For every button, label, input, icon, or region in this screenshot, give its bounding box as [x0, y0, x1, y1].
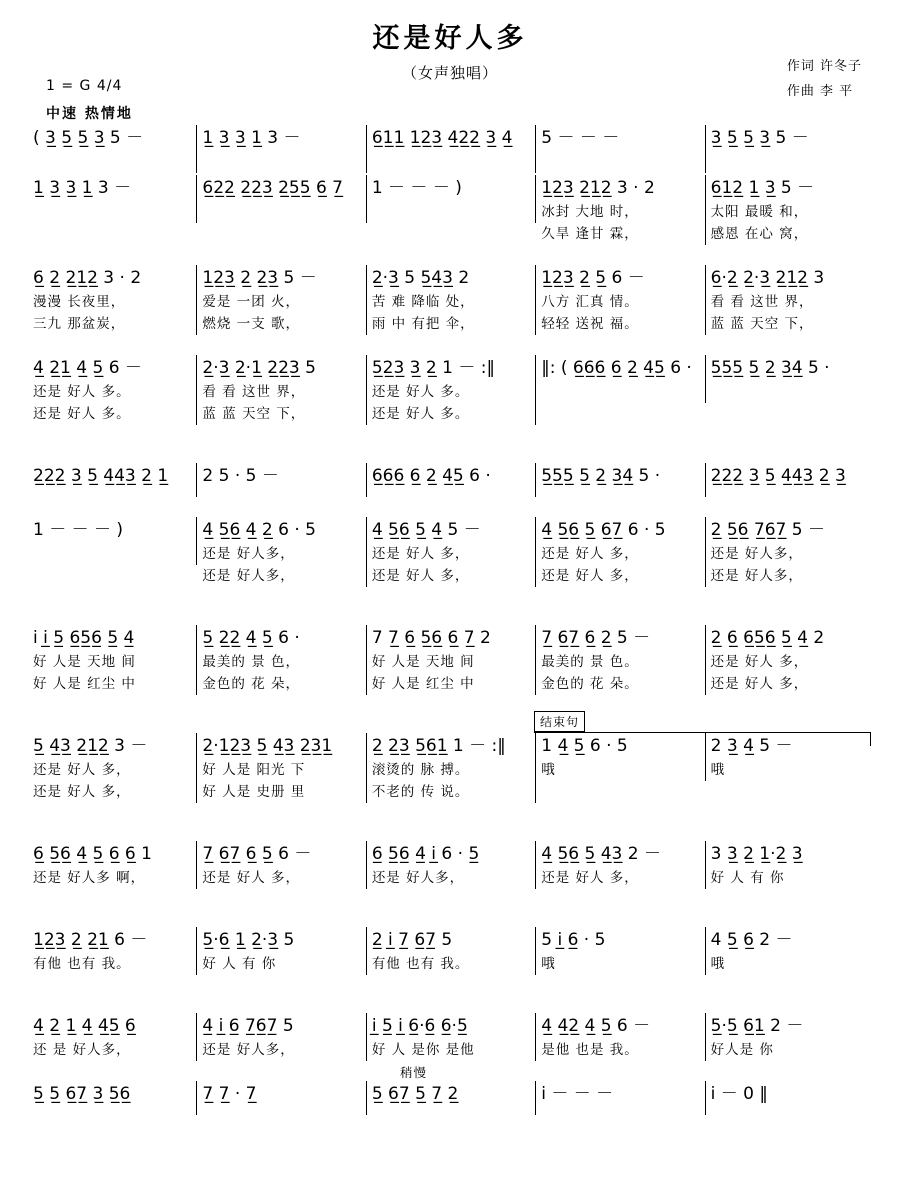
system-spacer — [28, 499, 874, 517]
system-spacer — [28, 995, 874, 1013]
lyric-verse-2: 还是 好人 多， — [710, 676, 809, 692]
lyric-verse-1: 苦 难 降临 处， — [371, 294, 475, 310]
lyric-verse-1: 还是 好人多 啊， — [33, 870, 146, 886]
lyric-verse-1: 好 人是 阳光 下 — [202, 762, 306, 778]
lyric-verse-2: 好 人是 红尘 中 — [33, 676, 136, 692]
notes: 4̲ 5̲6̲ 4̲ 2̲ 6 · 5 — [202, 520, 316, 540]
notes: 1̲2̲3̲ 2̲1̲2̲ 3 · 2 — [541, 178, 655, 198]
measure — [197, 175, 366, 223]
lyric-verse-2: 不老的 传 说。 — [371, 784, 470, 800]
music-system-6 — [28, 517, 874, 587]
lyric-verse-1: 滚烫的 脉 搏。 — [371, 762, 470, 778]
notes: 7̲ 6̲7̲ 6̲ 2̲ 5 － — [541, 628, 651, 648]
lyric-verse-1: 还是 好人多， — [202, 546, 295, 562]
music-system-2 — [28, 175, 874, 245]
notes: 7̲ 7̲ · 7̲ — [202, 1084, 257, 1104]
lyric-verse-1: 哦 — [541, 956, 556, 972]
notes: 5̲5̲5̲ 5̲ 2̲ 3̲4̲ 5 · — [710, 358, 830, 378]
lyric-verse-1: 还是 好人多， — [710, 546, 803, 562]
lyric-verse-1: 看 看 这世 界， — [202, 384, 306, 400]
notes: 2̲ 6̲ 6̲5̲6̲ 5̲ 4̲ 2 — [710, 628, 825, 648]
lyric-verse-2: 轻轻 送祝 福。 — [541, 316, 639, 332]
lyric-verse-1 — [369, 154, 372, 170]
lyric-verse-1: 爱是 一团 火， — [202, 294, 300, 310]
notes: 6̲ 5̲6̲ 4̲ i̲ 6 · 5̲ — [371, 844, 480, 864]
notes: ‖: ( 6̲6̲6̲ 6̲ 2̲ 4̲5̲ 6 · — [541, 358, 692, 378]
measure — [367, 265, 536, 335]
measure — [706, 625, 874, 695]
music-systems — [0, 125, 900, 1115]
notes: 3 3̲ 2̲ 1̲·2̲ 3̲ — [710, 844, 803, 864]
music-system-9 — [28, 841, 874, 889]
measure — [536, 1081, 705, 1115]
music-system-8 — [28, 715, 874, 803]
notes: 7̲ 6̲7̲ 6̲ 5̲ 6 － — [202, 844, 312, 864]
measure — [536, 125, 705, 173]
measure — [706, 175, 874, 245]
measure — [536, 927, 705, 975]
measure — [706, 125, 874, 173]
lyric-verse-2 — [202, 204, 205, 220]
system-spacer — [28, 607, 874, 625]
lyric-verse-2 — [33, 546, 36, 562]
measure — [28, 1013, 197, 1061]
lyric-verse-2: 蓝 蓝 天空 下， — [202, 406, 306, 422]
notes: 4̲ 5̲6̲ 5̲ 4̲3̲ 2 － — [541, 844, 661, 864]
lyric-verse-2: 好 人是 史册 里 — [202, 784, 306, 800]
lyric-verse-1: 还是 好人 多， — [371, 546, 470, 562]
notes: 1̲2̲3̲ 2̲ 5̲ 6 － — [541, 268, 645, 288]
measure — [706, 355, 874, 403]
lyric-verse-1: 冰封 大地 时， — [541, 204, 639, 220]
notes: 2̲·3̲ 2̲·1̲ 2̲2̲3̲ 5 — [202, 358, 316, 378]
page-title: 还是好人多 — [372, 23, 528, 54]
lyric-verse-2: 金色的 花 朵， — [202, 676, 300, 692]
notes: 4 5̲ 6̲ 2 － — [710, 930, 793, 950]
lyric-verse-2: 燃烧 一支 歌， — [202, 316, 300, 332]
notes: 5̲ 6̲7̲ 5̲ 7̲ 2̲ — [371, 1084, 459, 1104]
notes: i i̲ 5̲ 6̲5̲6̲ 5̲ 4̲ — [33, 628, 135, 648]
measure — [197, 517, 366, 587]
system-spacer — [28, 247, 874, 265]
music-system-12 — [28, 1065, 874, 1115]
tempo-marking: 中速 热情地 — [46, 106, 133, 122]
sheet-music-page — [0, 16, 900, 1198]
lyric-verse-1: 还是 好人 多， — [710, 654, 809, 670]
measure — [28, 841, 197, 889]
notes: 7 7̲ 6̲ 5̲6̲ 6̲ 7̲ 2 — [371, 628, 491, 648]
notes: 6̲1̲2̲ 1̲ 3̲ 5 － — [710, 178, 815, 198]
notes: 6̲1̲1̲ 1̲2̲3̲ 4̲2̲2̲ 3̲ 4̲ — [371, 128, 513, 148]
lyric-verse-2: 还是 好人 多。 — [33, 406, 131, 422]
credits-block — [787, 54, 862, 104]
lyric-verse-2: 还是 好人 多， — [33, 784, 131, 800]
lyric-verse-2 — [372, 204, 375, 220]
notes: 4̲ 5̲6̲ 5̲ 4̲ 5 － — [371, 520, 481, 540]
lyric-verse-1: 太阳 最暖 和， — [710, 204, 809, 220]
lyric-verse-2: 还是 好人多， — [710, 568, 803, 584]
lyric-verse-1: 好 人 是你 是他 — [371, 1042, 475, 1058]
notes: 5 i̲ 6̲ · 5 — [541, 930, 606, 950]
notes: 2̲2̲2̲ 3̲ 5̲ 4̲4̲3̲ 2̲ 3̲ — [710, 466, 846, 486]
notes: 1̲2̲3̲ 2̲ 2̲1̲ 6 － — [33, 930, 148, 950]
notes: 4̲ 5̲6̲ 5̲ 6̲7̲ 6 · 5 — [541, 520, 666, 540]
lyric-verse-1: 好 人 有 你 — [202, 956, 277, 972]
lyric-verse-2: 久旱 逢甘 霖， — [541, 226, 639, 242]
measure — [536, 517, 705, 587]
notes: 6̲6̲6̲ 6̲ 2̲ 4̲5̲ 6 · — [371, 466, 491, 486]
lyric-verse-1 — [708, 384, 711, 400]
measure — [197, 125, 366, 173]
lyric-verse-1: 看 看 这世 界， — [710, 294, 814, 310]
lyric-verse-2: 还是 好人 多， — [371, 568, 470, 584]
key-info-block — [46, 72, 133, 128]
measure — [197, 841, 366, 889]
measure — [536, 733, 705, 781]
measure — [536, 625, 705, 695]
measure — [28, 355, 197, 425]
tempo-slower-mark: 稍慢 — [400, 1065, 428, 1080]
measure — [706, 463, 874, 497]
lyric-verse-1: 还是 好人多， — [371, 870, 465, 886]
measure — [706, 733, 874, 781]
ending-section-label: 结束句 — [534, 711, 585, 732]
measure — [28, 175, 197, 223]
lyric-verse-2: 还是 好人多， — [202, 568, 295, 584]
lyric-verse-1 — [199, 154, 202, 170]
system-spacer — [28, 909, 874, 927]
measure — [367, 125, 536, 173]
notes: 1 － － － ) — [33, 520, 124, 540]
notes: 5̲2̲3̲ 3̲ 2̲ 1 － :‖ — [371, 358, 495, 378]
measure — [28, 125, 197, 173]
lyric-verse-1: 最美的 景 色， — [202, 654, 300, 670]
measure — [28, 625, 197, 695]
measure — [706, 265, 874, 335]
measure — [706, 927, 874, 975]
notes: 2̲ i̲ 7̲ 6̲7̲ 5 — [371, 930, 453, 950]
notes: 1̲ 3̲ 3̲ 1̲ 3 － — [202, 128, 301, 148]
music-system-4 — [28, 355, 874, 425]
lyric-verse-1: 漫漫 长夜里， — [33, 294, 126, 310]
system-spacer — [28, 823, 874, 841]
notes: 5̲ 4̲3̲ 2̲1̲2̲ 3 － — [33, 736, 148, 756]
notes: 2̲·1̲2̲3̲ 5̲ 4̲3̲ 2̲3̲1̲ — [202, 736, 333, 756]
lyric-verse-1: 有他 也有 我。 — [33, 956, 131, 972]
measure — [536, 265, 705, 335]
key-signature: 1 = G 4/4 — [46, 78, 123, 94]
measure — [367, 517, 536, 587]
measure — [197, 1013, 366, 1061]
lyric-verse-2 — [33, 204, 36, 220]
lyric-verse-1: 好人是 你 — [710, 1042, 774, 1058]
notes: 6̲·2̲ 2̲·3̲ 2̲1̲2̲ 3 — [710, 268, 825, 288]
lyric-verse-2: 蓝 蓝 天空 下， — [710, 316, 814, 332]
notes: i － － － — [541, 1084, 614, 1104]
notes: 2̲·3̲ 5 5̲4̲3̲ 2 — [371, 268, 470, 288]
measure — [28, 463, 197, 497]
lyric-verse-1 — [708, 154, 711, 170]
notes: 2 3̲ 4̲ 5 － — [710, 736, 793, 756]
notes: 4̲ 2̲ 1̲ 4̲ 4̲5̲ 6̲ — [33, 1016, 136, 1036]
lyric-verse-1: 哦 — [541, 762, 556, 778]
lyric-verse-1: 八方 汇真 情。 — [541, 294, 639, 310]
lyric-verse-1: 好 人 有 你 — [710, 870, 785, 886]
measure — [367, 1013, 536, 1061]
page-subtitle: （女声独唱） — [401, 64, 498, 82]
measure — [197, 1081, 366, 1115]
measure — [536, 1013, 705, 1061]
lyric-verse-1: 还 是 好人多， — [33, 1042, 131, 1058]
measure-with-repeat-end — [367, 355, 536, 425]
lyric-verse-2: 感恩 在心 窝， — [710, 226, 809, 242]
music-system-5 — [28, 463, 874, 497]
system-spacer — [28, 715, 874, 733]
lyric-verse-1: 哦 — [710, 762, 726, 778]
music-system-11 — [28, 1013, 874, 1061]
lyricist-line: 作词 许冬子 — [786, 59, 862, 74]
notes: 2̲2̲2̲ 3̲ 5̲ 4̲4̲3̲ 2̲ 1̲ — [33, 466, 169, 486]
measure — [28, 927, 197, 975]
lyric-verse-1: 还是 好人 多， — [202, 870, 300, 886]
system-spacer — [28, 337, 874, 355]
notes: i － 0 ‖ — [710, 1084, 768, 1104]
system-spacer — [28, 589, 874, 607]
music-system-1 — [28, 125, 874, 173]
measure — [367, 1081, 536, 1115]
measure — [28, 517, 197, 565]
lyric-verse-1: 还是 好人多， — [202, 1042, 295, 1058]
lyric-verse-1: 哦 — [710, 956, 726, 972]
lyric-verse-1: 还是 好人 多， — [33, 762, 131, 778]
measure — [197, 625, 366, 695]
measure-with-repeat-start — [536, 355, 705, 403]
measure — [367, 463, 536, 497]
music-system-3 — [28, 265, 874, 335]
notes: 5̲ 2̲2̲ 4̲ 5̲ 6 · — [202, 628, 300, 648]
notes: 5̲·6̲ 1̲ 2̲·3̲ 5 — [202, 930, 295, 950]
measure-final — [706, 1081, 874, 1115]
lyric-verse-1: 还是 好人 多。 — [33, 384, 131, 400]
lyric-verse-1: 好 人是 天地 间 — [33, 654, 136, 670]
notes: ( 3̲ 5̲ 5̲ 3̲ 5 － — [33, 128, 144, 148]
system-spacer — [28, 891, 874, 909]
notes: 4̲ i̲ 6̲ 7̲6̲7̲ 5 — [202, 1016, 294, 1036]
notes: 1̲2̲3̲ 2̲ 2̲3̲ 5 － — [202, 268, 317, 288]
lyric-verse-1: 还是 好人 多， — [541, 870, 639, 886]
measure — [197, 355, 366, 425]
measure — [706, 841, 874, 889]
lyric-verse-1: 最美的 景 色。 — [541, 654, 639, 670]
notes: i̲ 5̲ i̲ 6̲·6̲ 6̲·5̲ — [371, 1016, 468, 1036]
lyric-verse-1: 还是 好人 多， — [541, 546, 639, 562]
measure — [197, 265, 366, 335]
system-spacer — [28, 1063, 874, 1081]
lyric-verse-1: 是他 也是 我。 — [541, 1042, 639, 1058]
notes: 2̲ 5̲6̲ 7̲6̲7̲ 5 － — [710, 520, 825, 540]
system-spacer — [28, 445, 874, 463]
lyric-verse-1: 有他 也有 我。 — [371, 956, 470, 972]
measure-with-repeat-end — [367, 733, 536, 803]
measure — [28, 1081, 197, 1115]
notes: 6̲ 2̲ 2̲1̲2̲ 3 · 2 — [33, 268, 142, 288]
composer-line: 作曲 李 平 — [786, 84, 854, 99]
notes: 4̲ 2̲1̲ 4̲ 5̲ 6 － — [33, 358, 142, 378]
measure — [28, 733, 197, 803]
system-spacer — [28, 977, 874, 995]
notes: 1 － － － ) — [371, 178, 462, 198]
measure — [536, 175, 705, 245]
measure — [536, 463, 705, 497]
measure — [706, 517, 874, 587]
lyric-verse-2: 金色的 花 朵。 — [541, 676, 639, 692]
lyric-verse-2: 好 人是 红尘 中 — [371, 676, 475, 692]
notes: 5̲·5̲ 6̲1̲ 2 － — [710, 1016, 804, 1036]
notes: 3̲ 5̲ 5̲ 3̲ 5 － — [710, 128, 809, 148]
system-spacer — [28, 427, 874, 445]
measure — [706, 1013, 874, 1061]
lyric-verse-2: 还是 好人 多。 — [371, 406, 470, 422]
notes: 1̲ 3̲ 3̲ 1̲ 3 － — [33, 178, 132, 198]
measure — [28, 265, 197, 335]
notes: 5 － － － — [541, 128, 620, 148]
lyric-verse-1: 还是 好人 多。 — [371, 384, 470, 400]
measure — [367, 175, 536, 223]
lyric-verse-2: 还是 好人 多， — [541, 568, 639, 584]
lyric-verse-1 — [538, 384, 541, 400]
lyric-verse-1 — [538, 154, 541, 170]
notes: 2 5 · 5 － — [202, 466, 279, 486]
system-spacer — [28, 805, 874, 823]
lyric-verse-1 — [30, 154, 33, 170]
lyric-verse-2: 雨 中 有把 伞， — [371, 316, 475, 332]
system-spacer — [28, 697, 874, 715]
notes: 4̲ 4̲2̲ 4̲ 5̲ 6 － — [541, 1016, 651, 1036]
lyric-verse-2: 三九 那盆炭， — [33, 316, 126, 332]
notes: 6̲ 5̲6̲ 4̲ 5̲ 6̲ 6̲ 1 — [33, 844, 152, 864]
measure — [197, 463, 366, 497]
notes: 5̲ 5̲ 6̲7̲ 3̲ 5̲6̲ — [33, 1084, 131, 1104]
measure — [367, 927, 536, 975]
music-system-10 — [28, 927, 874, 975]
measure — [197, 927, 366, 975]
music-system-7 — [28, 625, 874, 695]
measure — [197, 733, 366, 803]
notes: 6̲2̲2̲ 2̲2̲3̲ 2̲5̲5̲ 6̲ 7̲ — [202, 178, 343, 198]
measure — [367, 625, 536, 695]
notes: 2̲ 2̲3̲ 5̲6̲1̲ 1 － :‖ — [371, 736, 506, 756]
notes: 1 4̲ 5̲ 6 · 5 — [541, 736, 628, 756]
measure — [367, 841, 536, 889]
notes: 5̲5̲5̲ 5̲ 2̲ 3̲4̲ 5 · — [541, 466, 661, 486]
lyric-verse-1: 好 人是 天地 间 — [371, 654, 475, 670]
measure — [536, 841, 705, 889]
